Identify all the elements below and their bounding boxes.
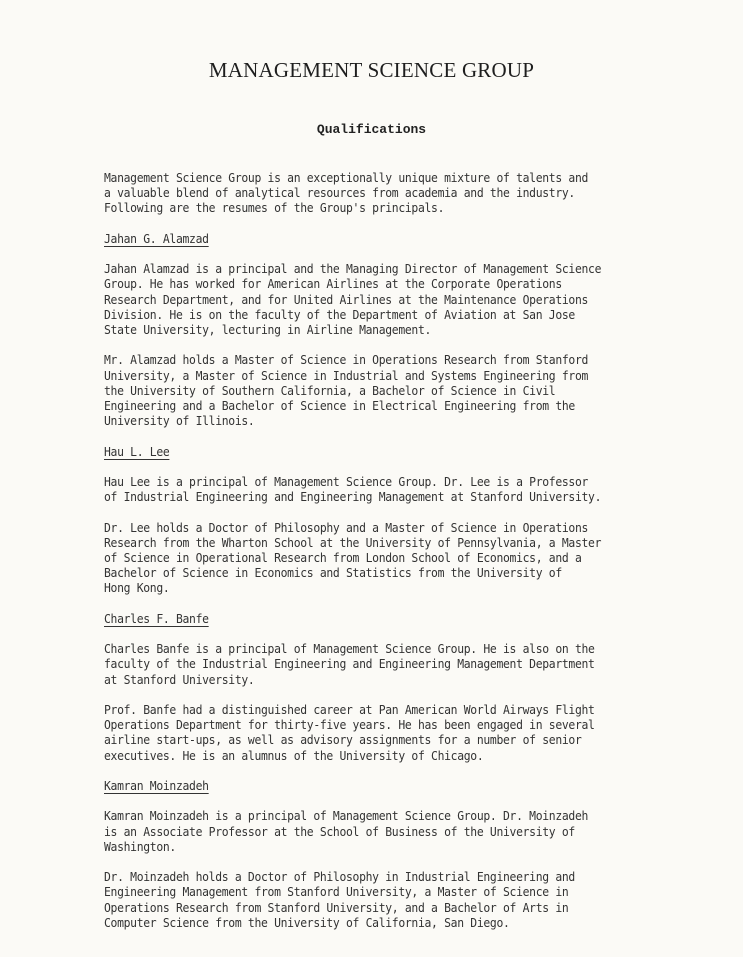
principal-section-lee: [104, 444, 656, 596]
principal-paragraph: Dr. Moinzadeh holds a Doctor of Philosophy in Industrial Engineering and Engineering Management from Stanford University, a Master of Science in Operations Research from Stanford University, and a Bachelor of Arts in Computer Science from the University of California, San Diego.: [104, 869, 575, 930]
principal-name: Charles F. Banfe: [104, 610, 209, 626]
principal-paragraph: Jahan Alamzad is a principal and the Managing Director of Management Science Group. He has worked for American Airlines at the Corporate Operations Research Department, and for United Airlines at the Maintenance Operations Division. He is on the faculty of the Department of Aviation at San Jose State University, lecturing in Airline Management.: [104, 261, 602, 337]
principal-paragraph: Dr. Lee holds a Doctor of Philosophy and a Master of Science in Operations Research from the Wharton School at the University of Pennsylvania, a Master of Science in Operational Research from London School of Economics, and a Bachelor of Science in Economics and Statistics from the University of Hong Kong.: [104, 519, 602, 596]
principal-name: Kamran Moinzadeh: [104, 777, 209, 793]
principal-name: Jahan G. Alamzad: [104, 230, 209, 246]
principal-section-moinzadeh: [104, 778, 656, 930]
document-subtitle: Qualifications: [316, 122, 427, 137]
principal-paragraph: Kamran Moinzadeh is a principal of Management Science Group. Dr. Moinzadeh is an Associate Professor at the School of Business of the University of Washington.: [104, 808, 589, 854]
principal-paragraph: Prof. Banfe had a distinguished career at Pan American World Airways Flight Operations Department for thirty-five years. He has been engaged in several airline start-ups, as well as advisory assignments for a number of senior executives. He is an alumnus of the University of Chicago.: [104, 701, 595, 763]
intro-paragraph: Management Science Group is an exceptionally unique mixture of talents and a valuable blend of analytical resources from academia and the industry. Following are the resumes of the Group's principals.: [104, 170, 589, 216]
principal-section-banfe: [104, 611, 656, 763]
principal-name: Hau L. Lee: [104, 443, 170, 459]
document-body: [104, 170, 656, 945]
principal-section-alamzad: [104, 231, 656, 429]
principal-paragraph: Mr. Alamzad holds a Master of Science in Operations Research from Stanford University, a Master of Science in Industrial and Systems Engineering from the University of Southern California, a Bachelor of Science in Civil Engineering and a Bachelor of Science in Electrical Engineering from the University of Illinois.: [104, 352, 589, 429]
principal-paragraph: Hau Lee is a principal of Management Science Group. Dr. Lee is a Professor of Industrial Engineering and Engineering Management at Stanford University.: [104, 473, 602, 505]
document-title: MANAGEMENT SCIENCE GROUP: [208, 58, 535, 82]
principal-paragraph: Charles Banfe is a principal of Management Science Group. He is also on the faculty of the Industrial Engineering and Engineering Management Department at Stanford University.: [104, 641, 595, 687]
